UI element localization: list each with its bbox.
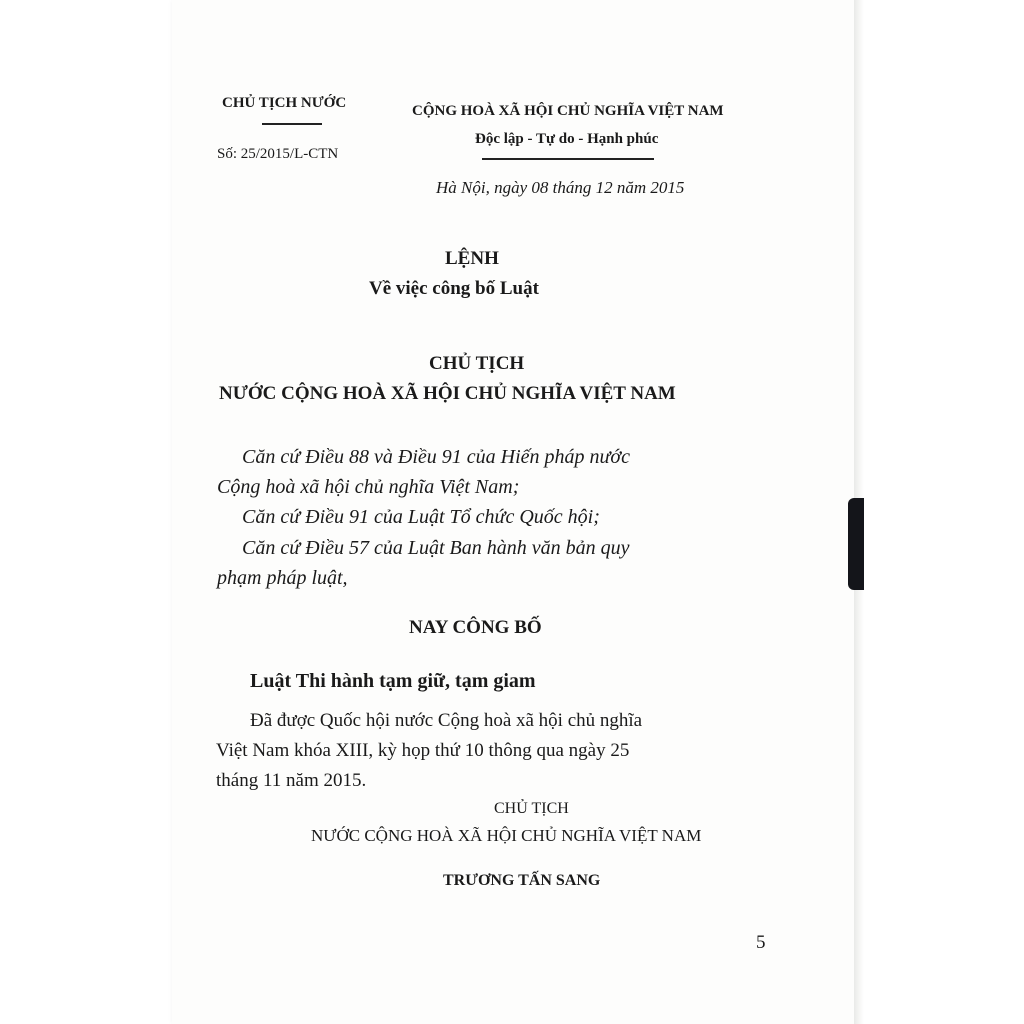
book-spine-tab xyxy=(848,498,864,590)
motto-underline xyxy=(482,158,654,160)
document-title: LỆNH xyxy=(445,248,499,269)
proclamation-heading: NAY CÔNG BỐ xyxy=(409,617,542,638)
document-subtitle: Về việc công bố Luật xyxy=(369,278,539,299)
basis-line: Căn cứ Điều 88 và Điều 91 của Hiến pháp nước xyxy=(242,446,630,468)
basis-line: phạm pháp luật, xyxy=(217,567,348,589)
issuer-label: CHỦ TỊCH NƯỚC xyxy=(222,95,347,111)
issuer-underline xyxy=(262,123,322,125)
authority-title: CHỦ TỊCH xyxy=(429,353,525,374)
signature-title: CHỦ TỊCH xyxy=(494,800,569,817)
passage-line: Việt Nam khóa XIII, kỳ họp thứ 10 thông qua ngày 25 xyxy=(216,740,630,761)
document-number: Số: 25/2015/L-CTN xyxy=(217,146,339,162)
basis-line: Căn cứ Điều 91 của Luật Tổ chức Quốc hội; xyxy=(242,506,600,528)
place-date: Hà Nội, ngày 08 tháng 12 năm 2015 xyxy=(436,178,685,197)
page-number: 5 xyxy=(756,932,766,953)
passage-line: Đã được Quốc hội nước Cộng hoà xã hội chủ nghĩa xyxy=(250,710,643,731)
basis-line: Căn cứ Điều 57 của Luật Ban hành văn bản quy xyxy=(242,537,630,559)
nation-name: CỘNG HOÀ XÃ HỘI CHỦ NGHĨA VIỆT NAM xyxy=(412,103,724,119)
signatory-name: TRƯƠNG TẤN SANG xyxy=(443,872,601,889)
signature-country: NƯỚC CỘNG HOÀ XÃ HỘI CHỦ NGHĨA VIỆT NAM xyxy=(311,826,702,845)
passage-line: tháng 11 năm 2015. xyxy=(216,770,367,791)
basis-line: Cộng hoà xã hội chủ nghĩa Việt Nam; xyxy=(217,476,520,498)
national-motto: Độc lập - Tự do - Hạnh phúc xyxy=(475,131,659,147)
authority-country: NƯỚC CỘNG HOÀ XÃ HỘI CHỦ NGHĨA VIỆT NAM xyxy=(219,383,676,404)
law-name: Luật Thi hành tạm giữ, tạm giam xyxy=(250,670,536,692)
